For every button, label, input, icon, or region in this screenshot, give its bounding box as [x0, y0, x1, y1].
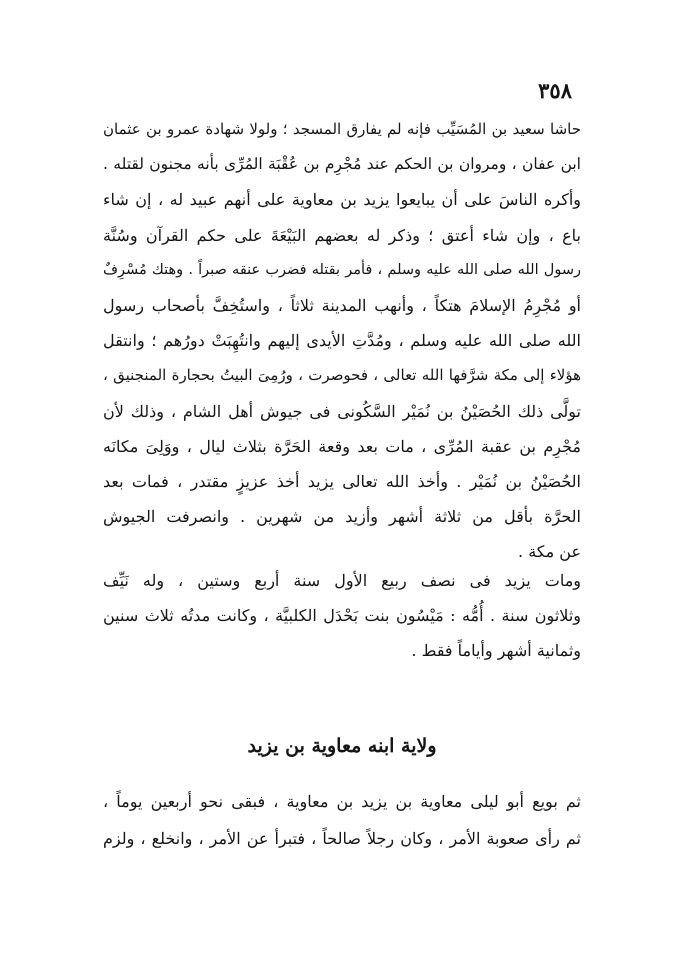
text-line: الحرَّة بأقل من ثلاثة أشهر وأزيد من شهرين . وانصرفت الجيوش	[103, 507, 581, 527]
text-line: تولَّى ذلك الحُصَيْنُ بن نُمَيْر السَّكُونى فى جيوش أهل الشام ، وذلك لأن	[103, 401, 581, 421]
text-line: ومات يزيد فى نصف ربيع الأول سنة أربع وستين ، وله نَيِّف	[103, 571, 581, 590]
text-line: ابن عفان ، ومروان بن الحكم عند مُجْرِم بن عُقْبَة المُرِّى بأنه مجنون لقتله .	[103, 155, 581, 174]
paragraph-1	[103, 112, 581, 569]
text-line: عن مكة .	[518, 542, 581, 562]
text-line: رسول الله صلى الله عليه وسلم ، فأمر بقتله فضرب عنقه صبراً . وهتك مُسْرِفٌ	[103, 261, 581, 278]
text-line: أو مُجْرِمُ الإسلامَ هتكاً ، وأنهب المدينة ثلاثاً ، واستُخِفَّ بأصحاب رسول	[103, 295, 581, 315]
text-line: ثم رأى صعوبة الأمر ، وكان رجلاً صالحاً ، فتبرأ عن الأمر ، وانخلع ، ولزم	[103, 829, 581, 848]
text-line: وثمانية أشهر وأياماً فقط .	[411, 641, 581, 661]
paragraph-3	[103, 783, 581, 857]
text-line: هؤلاء إلى مكة شرَّفها الله تعالى ، فحوصرت ، ورُمِىَ البيتُ بحجارة المنجنيق ،	[103, 366, 581, 385]
text-line: الله صلى الله عليه وسلم ، ومُدَّتِ الأيدى إليهم وانتُهِبَتْ دورُهم ؛ وانتقل	[103, 331, 581, 351]
page-number: ٣٥٨	[538, 78, 572, 103]
text-line: باع ، وإن شاء أعتق ؛ وذكر له بعضهم البَيْعَةَ على حكم القرآن وسُنَّة	[103, 225, 581, 245]
chapter-title: ولاية ابنه معاوية بن يزيد	[247, 735, 437, 757]
text-line: وأكره الناسَ على أن يبايعوا يزيد بن معاوية على أنهم عبيد له ، إن شاء	[103, 190, 581, 210]
text-line: الحُصَيْنُ بن نُمَيْر . وأخذ الله تعالى يزيد أخذ عزيزٍ مقتدر ، فمات بعد	[103, 471, 581, 491]
text-line: حاشا سعيد بن المُسَيِّب فإنه لم يفارق المسجد ؛ ولولا شهادة عمرو بن عثمان	[103, 120, 581, 138]
text-line: ثم بويع أبو ليلى معاوية بن يزيد بن معاوية ، فبقى نحو أربعين يوماً ،	[103, 792, 581, 811]
text-line: مُجْرِم بن عقبة المُرِّى ، مات بعد وقعة الحَرَّة بثلاث ليال ، ووَلِىَ مكانَه	[103, 436, 581, 456]
paragraph-2	[103, 563, 581, 669]
text-line: وثلاثون سنة . أُمُّه : مَيْسُون بنت بَحْدَل الكلبيَّة ، وكانت مدتُه ثلاث سنين	[103, 606, 581, 626]
